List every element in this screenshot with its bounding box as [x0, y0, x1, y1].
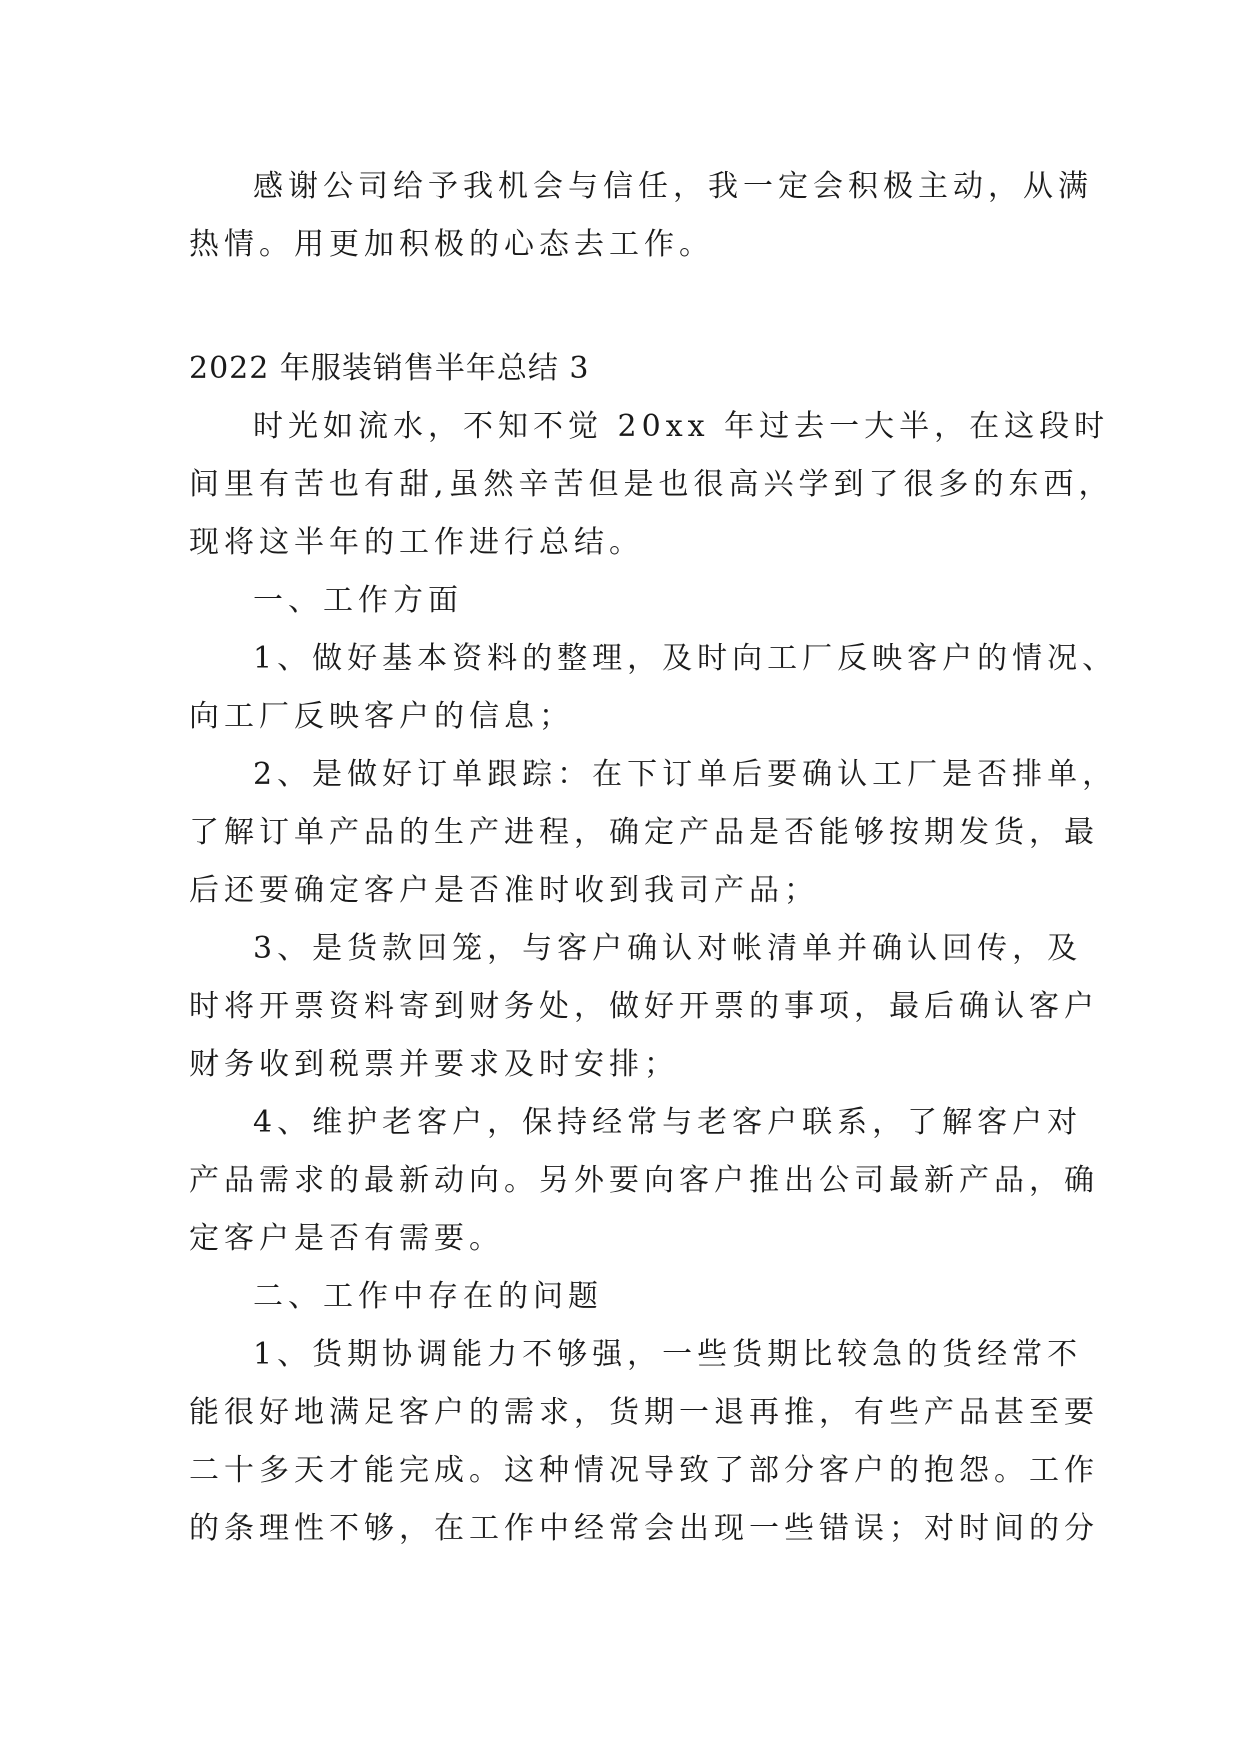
text-line: 的条理性不够，在工作中经常会出现一些错误；对时间的分: [189, 1511, 1099, 1546]
text-line: 时光如流水，不知不觉 20xx 年过去一大半，在这段时: [253, 409, 1110, 444]
text-line: 热情。用更加积极的心态去工作。: [189, 227, 714, 262]
text-line: 产品需求的最新动向。另外要向客户推出公司最新产品，确: [189, 1163, 1099, 1198]
text-line: 2、是做好订单跟踪：在下订单后要确认工厂是否排单，: [253, 757, 1118, 792]
text-line: 感谢公司给予我机会与信任，我一定会积极主动，从满: [253, 169, 1093, 204]
section-heading-problems: [189, 1268, 1059, 1326]
text-line: 了解订单产品的生产进程，确定产品是否能够按期发货，最: [189, 815, 1099, 850]
text-line: 向工厂反映客户的信息；: [189, 699, 574, 734]
text-line: 3、是货款回笼，与客户确认对帐清单并确认回传，及: [253, 931, 1083, 966]
text-line: 二十多天才能完成。这种情况导致了部分客户的抱怨。工作: [189, 1453, 1099, 1488]
paragraph-closing: [189, 158, 1093, 274]
text-line: 1、货期协调能力不够强，一些货期比较急的货经常不: [253, 1337, 1083, 1372]
text-line: 定客户是否有需要。: [189, 1221, 504, 1256]
paragraph-intro: [189, 398, 1114, 572]
text-line: 后还要确定客户是否准时收到我司产品；: [189, 873, 819, 908]
text-line: 财务收到税票并要求及时安排；: [189, 1047, 679, 1082]
text-line: 二、工作中存在的问题: [253, 1279, 603, 1314]
text-line: 现将这半年的工作进行总结。: [189, 525, 644, 560]
list-item-2: [189, 746, 1118, 920]
text-line: 1、做好基本资料的整理，及时向工厂反映客户的情况、: [253, 641, 1118, 676]
text-line: 间里有苦也有甜,虽然辛苦但是也很高兴学到了很多的东西，: [189, 467, 1114, 502]
paragraph-spacer: [189, 274, 1059, 332]
text-line: 4、维护老客户，保持经常与老客户联系，了解客户对: [253, 1105, 1083, 1140]
text-line: 能很好地满足客户的需求，货期一退再推，有些产品甚至要: [189, 1395, 1099, 1430]
section-heading-work: [189, 572, 1059, 630]
document-body: [189, 158, 1118, 1558]
list-item-3: [189, 920, 1099, 1094]
list-item-4: [189, 1094, 1099, 1268]
list-item-1: [189, 630, 1118, 746]
section-title: [189, 340, 1059, 398]
text-line: 时将开票资料寄到财务处，做好开票的事项，最后确认客户: [189, 989, 1099, 1024]
problem-item-1: [189, 1326, 1099, 1558]
title-line: 2022 年服装销售半年总结 3: [189, 351, 590, 386]
text-line: 一、工作方面: [253, 583, 463, 618]
